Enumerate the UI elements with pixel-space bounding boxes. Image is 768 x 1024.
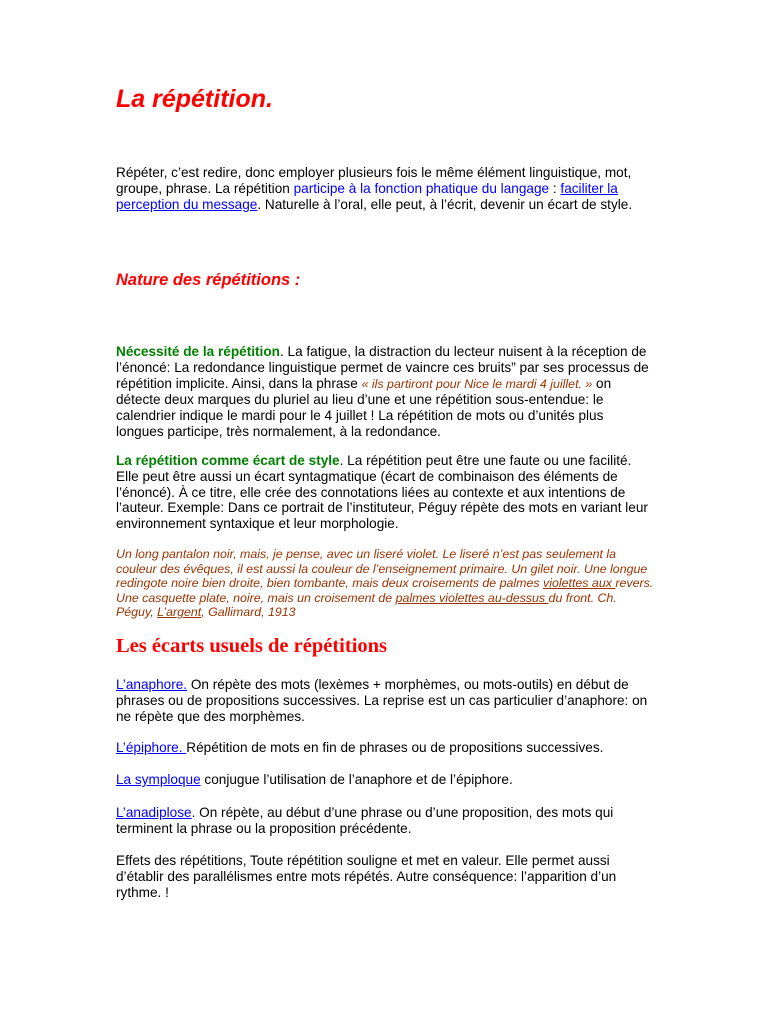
intro-text-3: . Naturelle à l’oral, elle peut, à l’écrit, devenir un écart de style. (257, 196, 633, 212)
intro-paragraph (116, 165, 652, 212)
peguy-citation (116, 547, 656, 620)
anaphore-text: On répète des mots (lexèmes + morphèmes, ou mots-outils) en début de phrases ou de propositions successives. La reprise est un cas particulier d’anaphore: on ne répète que des morphèmes. (116, 677, 648, 724)
effets-paragraph: Effets des répétitions, Toute répétition souligne et met en valeur. Elle permet aussi d’établir des parallélismes entre mots répétés. Autre conséquence: l’apparition d’un rythme. ! (116, 853, 617, 900)
section-heading-nature: Nature des répétitions : (116, 271, 301, 289)
symploque-paragraph (116, 772, 652, 788)
citation-text-1: Un long pantalon noir, mais, je pense, avec un liseré violet. Le liseré n’est pas seulement la couleur des évêques, il est aussi la couleur de l’enseignement primaire. Un gilet noir. Une longue redingote noire bien droite, bien tombante, mais deux croisements de palmes (116, 547, 648, 591)
necessite-example-quote: « ils partiront pour Nice le mardi 4 juillet. » (361, 376, 593, 391)
citation-underline-1: violettes aux (543, 576, 616, 591)
intro-text-1: Répéter, c’est redire, donc employer plusieurs fois le même élément linguistique, mot, groupe, phrase. La répétition (116, 165, 632, 196)
ecart-text: . La répétition peut être une faute ou une facilité. Elle peut être aussi un écart syntagmatique (écart de combinaison des éléments de l’énoncé). À ce titre, elle crée des connotations liées au contexte et aux intentions de l’auteur. Exemple: Dans ce portrait de l’instituteur, Péguy répète des mots en variant leur environnement syntaxique et leur morphologie. (116, 453, 648, 532)
citation-text-4: , Gallimard, 1913 (201, 605, 296, 620)
intro-text-2: : (549, 180, 561, 196)
anaphore-link[interactable]: L’anaphore. (116, 677, 188, 692)
necessite-term: Nécessité de la répétition (116, 344, 280, 359)
ecart-paragraph (116, 453, 652, 532)
anadiplose-link[interactable]: L’anadiplose (116, 805, 192, 820)
anadiplose-paragraph (116, 805, 652, 837)
citation-text-2: revers. Une casquette plate, noire, mais un croisement de (116, 576, 654, 605)
necessite-paragraph (116, 344, 652, 440)
symploque-text: conjugue l’utilisation de l’anaphore et de l’épiphore. (200, 772, 513, 787)
necessite-text-1: . La fatigue, la distraction du lecteur nuisent à la réception de l’énoncé: La redondance linguistique permet de vaincre ces bruits” par ses processus de répétition implicite. Ainsi, dans la phrase (116, 344, 649, 391)
epiphore-link[interactable]: L’épiphore. (116, 740, 187, 755)
citation-text-3: du front. Ch. Péguy, (116, 590, 617, 620)
necessite-text-2: on détecte deux marques du pluriel au lieu d’une et une répétition sous-entendue: le calendrier indique le mardi pour le 4 juillet ! La répétition de mots ou d’unités plus longues participe, très normalement, à la redondance. (116, 375, 612, 439)
epiphore-paragraph (116, 740, 652, 756)
citation-underline-2: palmes violettes au-dessus (395, 590, 549, 605)
symploque-link[interactable]: La symploque (116, 772, 201, 787)
phatique-link[interactable]: participe à la fonction phatique du langage (293, 180, 550, 196)
citation-book-title: L’argent (157, 605, 202, 620)
epiphore-text: Répétition de mots en fin de phrases ou de propositions successives. (186, 740, 604, 755)
perception-link[interactable]: faciliter la perception du message (116, 180, 618, 212)
page-title: La répétition. (116, 85, 273, 113)
ecart-term: La répétition comme écart de style (116, 453, 340, 468)
section-heading-ecarts: Les écarts usuels de répétitions (116, 635, 388, 657)
anaphore-paragraph (116, 677, 652, 724)
anadiplose-text: . On répète, au début d’une phrase ou d’une proposition, des mots qui terminent la phrase ou la proposition précédente. (116, 805, 614, 836)
